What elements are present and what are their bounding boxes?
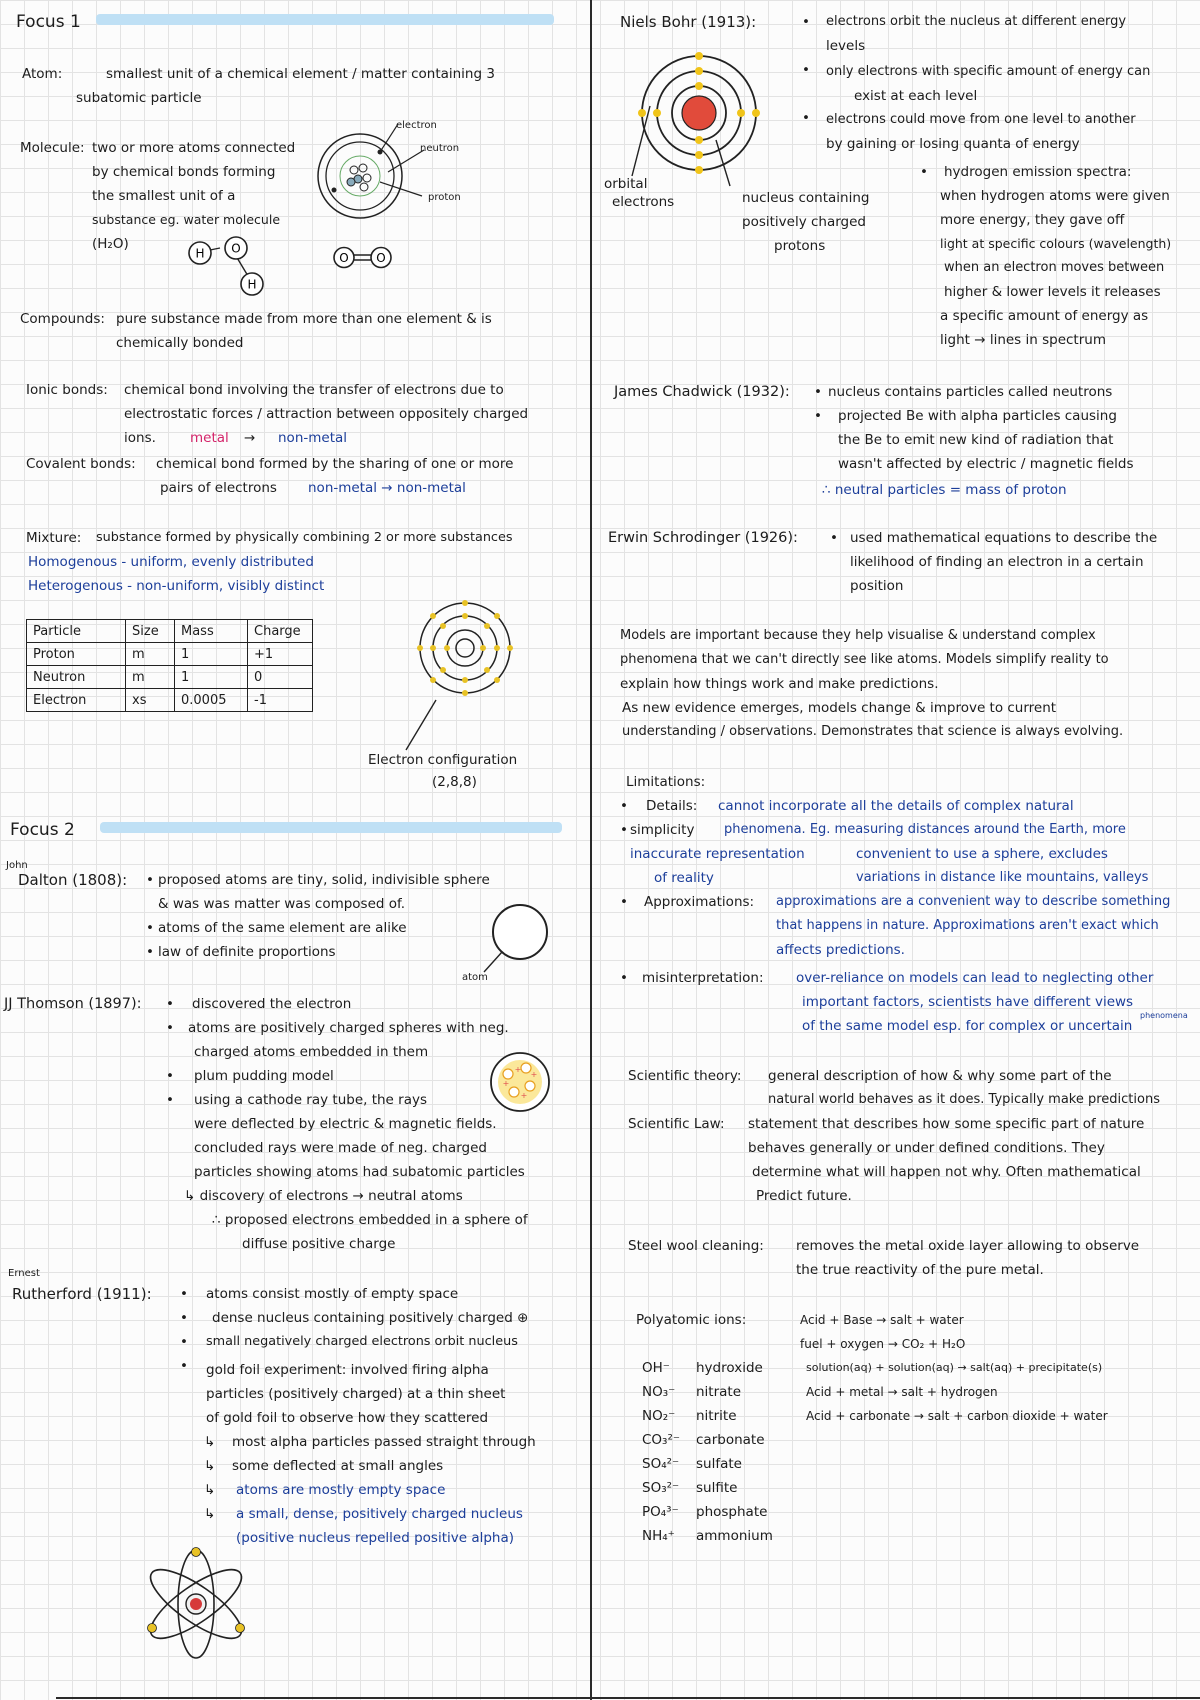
table-row — [27, 689, 313, 712]
polyatomic-title: Polyatomic ions: — [636, 1312, 747, 1328]
table-cell: 1 — [175, 643, 248, 666]
thomson-b2: atoms are positively charged spheres with neg. — [188, 1020, 509, 1036]
bohr-b2b: exist at each level — [854, 88, 978, 104]
arrow-return: ↳ — [204, 1506, 216, 1522]
bohr-name: Niels Bohr (1913): — [620, 13, 757, 31]
thomson-b1: discovered the electron — [192, 996, 352, 1012]
chadwick-b2: projected Be with alpha particles causing — [838, 408, 1117, 424]
reaction: fuel + oxygen → CO₂ + H₂O — [800, 1337, 966, 1351]
water-h2-text: H — [247, 277, 257, 292]
bullet-dot: • — [166, 1020, 174, 1036]
bohr-b4g: a specific amount of energy as — [940, 308, 1149, 324]
rutherford-b4b: particles (positively charged) at a thin sheet — [206, 1386, 506, 1402]
atom-term: Atom: — [22, 66, 63, 82]
rutherford-b8b: (positive nucleus repelled positive alpha) — [236, 1530, 515, 1546]
models-l3: explain how things work and make predictions. — [620, 676, 939, 692]
bullet-dot: • — [620, 970, 628, 986]
models-l5: understanding / observations. Demonstrates that science is always evolving. — [622, 724, 1124, 739]
models-l2: phenomena that we can't directly see like atoms. Models simplify reality to — [620, 652, 1109, 667]
atom-def-2: subatomic particle — [76, 90, 202, 106]
steel-l2: the true reactivity of the pure metal. — [796, 1262, 1044, 1278]
limitations-a1: approximations are a convenient way to describe something — [776, 894, 1171, 909]
dalton-atom-diagram — [470, 900, 550, 980]
ion-name: sulfite — [696, 1480, 738, 1496]
bullet-dot: • — [166, 1092, 174, 1108]
bullet-dot: • — [620, 798, 628, 814]
focus2-title: Focus 2 — [10, 820, 75, 840]
thomson-b4c: concluded rays were made of neg. charged — [194, 1140, 487, 1156]
ion-formula: CO₃²⁻ — [642, 1432, 681, 1448]
ion-name: nitrate — [696, 1384, 742, 1400]
bullet-dot: • — [146, 872, 154, 888]
bohr-b4: hydrogen emission spectra: — [944, 164, 1132, 180]
water-o-text: O — [231, 241, 241, 256]
ion-formula: NO₃⁻ — [642, 1384, 676, 1400]
ion-name: phosphate — [696, 1504, 768, 1520]
ionic-def-3: ions. — [124, 430, 156, 446]
rutherford-name: Rutherford (1911): — [12, 1285, 152, 1303]
bullet-dot: • — [802, 110, 810, 126]
limitations-d3b: convenient to use a sphere, excludes — [856, 846, 1108, 862]
rutherford-firstname: Ernest — [8, 1268, 40, 1279]
limitations-simplicity-term: simplicity — [630, 822, 695, 838]
limitations-m3: of the same model esp. for complex or uncertain — [802, 1018, 1133, 1034]
limitations-a2: that happens in nature. Approximations aren't exact which — [776, 918, 1159, 933]
covalent-term: Covalent bonds: — [26, 456, 136, 472]
water-molecule-diagram — [186, 236, 286, 300]
rutherford-b4: gold foil experiment: involved firing alpha — [206, 1362, 489, 1378]
bullet-dot: • — [180, 1358, 188, 1374]
arrow-return: ↳ — [204, 1434, 216, 1450]
bullet-dot: • — [166, 1068, 174, 1084]
bullet-dot: • — [180, 1310, 188, 1326]
bullet-dot: • — [802, 62, 810, 78]
bullet-dot: • — [830, 530, 838, 546]
thomson-b6: ∴ proposed electrons embedded in a sphere of — [212, 1212, 528, 1228]
rutherford-atom-diagram — [138, 1548, 258, 1668]
covalent-blue: non-metal → non-metal — [308, 480, 466, 496]
bohr-b1b: levels — [826, 38, 866, 54]
table-cell: 0.0005 — [175, 689, 248, 712]
limitations-details-term: Details: — [646, 798, 698, 814]
bohr-b1: electrons orbit the nucleus at different energy — [826, 14, 1127, 29]
law-l1: statement that describes how some specific part of nature — [748, 1116, 1145, 1132]
homogenous: Homogenous - uniform, evenly distributed — [28, 554, 314, 570]
bullet-dot: • — [620, 894, 628, 910]
table-row — [27, 643, 313, 666]
law-l2: behaves generally or under defined conditions. They — [748, 1140, 1105, 1156]
bullet-dot: • — [814, 408, 822, 424]
config-value: (2,8,8) — [432, 774, 477, 790]
molecule-term: Molecule: — [20, 140, 85, 156]
models-l4: As new evidence emerges, models change & improve to current — [622, 700, 1057, 716]
bullet-dot: • — [180, 1286, 188, 1302]
focus1-title: Focus 1 — [16, 12, 81, 32]
neutron-label: neutron — [420, 143, 460, 154]
schrodinger-b1c: position — [850, 578, 904, 594]
theory-l1: general description of how & why some part of the — [768, 1068, 1112, 1084]
bullet-dot: • — [166, 996, 174, 1012]
theory-l2: natural world behaves as it does. Typically make predictions — [768, 1092, 1160, 1107]
table-cell: m — [126, 643, 175, 666]
electron-configuration-diagram — [410, 598, 520, 708]
chadwick-b2b: the Be to emit new kind of radiation that — [838, 432, 1114, 448]
bohr-b4f: higher & lower levels it releases — [944, 284, 1161, 300]
ion-formula: NH₄⁺ — [642, 1528, 675, 1544]
dalton-b3: law of definite proportions — [158, 944, 336, 960]
molecule-def-3: the smallest unit of a — [92, 188, 236, 204]
chadwick-b3: ∴ neutral particles = mass of proton — [822, 482, 1067, 498]
covalent-def-1: chemical bond formed by the sharing of one or more — [156, 456, 514, 472]
bohr-b4b: when hydrogen atoms were given — [940, 188, 1170, 204]
limitations-misinterpretation-term: misinterpretation: — [642, 970, 764, 986]
limitations-m1: over-reliance on models can lead to neglecting other — [796, 970, 1154, 986]
double-bond-diagram — [330, 243, 400, 273]
limitations-approx-term: Approximations: — [644, 894, 755, 910]
reaction: Acid + carbonate → salt + carbon dioxide + water — [806, 1409, 1108, 1423]
ionic-def-1: chemical bond involving the transfer of electrons due to — [124, 382, 504, 398]
dalton-firstname: John — [6, 860, 28, 871]
ionic-nonmetal: non-metal — [278, 430, 348, 446]
rutherford-b8: a small, dense, positively charged nucleus — [236, 1506, 523, 1522]
table-cell: Proton — [27, 643, 126, 666]
ion-formula: PO₄³⁻ — [642, 1504, 679, 1520]
bullet-dot: • — [146, 944, 154, 960]
dalton-b1: proposed atoms are tiny, solid, indivisible sphere — [158, 872, 490, 888]
thomson-b6b: diffuse positive charge — [242, 1236, 396, 1252]
bohr-b4c: more energy, they gave off — [940, 212, 1125, 228]
thomson-b4: using a cathode ray tube, the rays — [194, 1092, 427, 1108]
table-header-row — [27, 620, 313, 643]
arrow-return: ↳ — [204, 1458, 216, 1474]
reaction: solution(aq) + solution(aq) → salt(aq) + precipitate(s) — [806, 1361, 1103, 1374]
title-highlight — [96, 14, 554, 25]
rutherford-b7: atoms are mostly empty space — [236, 1482, 446, 1498]
theory-term: Scientific theory: — [628, 1068, 742, 1084]
svg-text:+: + — [530, 1070, 538, 1079]
o2-a-text: O — [339, 251, 349, 265]
chadwick-b2c: wasn't affected by electric / magnetic fields — [838, 456, 1134, 472]
table-header: Particle — [27, 620, 126, 643]
table-cell: 0 — [248, 666, 313, 689]
limitations-a3: affects predictions. — [776, 942, 905, 958]
ionic-arrow: → — [244, 430, 256, 446]
table-cell: m — [126, 666, 175, 689]
molecule-def-4: substance eg. water molecule — [92, 212, 281, 227]
ion-name: carbonate — [696, 1432, 765, 1448]
schrodinger-b1: used mathematical equations to describe the — [850, 530, 1158, 546]
table-cell: xs — [126, 689, 175, 712]
rutherford-b2: dense nucleus containing positively charged ⊕ — [212, 1310, 529, 1326]
o2-b-text: O — [376, 251, 386, 265]
limitations-d3a: inaccurate representation — [630, 846, 805, 862]
law-term: Scientific Law: — [628, 1116, 725, 1132]
water-h1-text: H — [195, 246, 205, 261]
particle-table — [26, 619, 313, 712]
table-cell: 1 — [175, 666, 248, 689]
limitations-m3b: phenomena — [1140, 1011, 1188, 1020]
bohr-b4e: when an electron moves between — [944, 260, 1165, 275]
ion-name: ammonium — [696, 1528, 773, 1544]
limitations-d4a: of reality — [654, 870, 714, 886]
molecule-def-1: two or more atoms connected — [92, 140, 296, 156]
limitations-d2: phenomena. Eg. measuring distances around the Earth, more — [724, 822, 1126, 837]
schrodinger-name: Erwin Schrodinger (1926): — [608, 530, 798, 546]
schrodinger-b1b: likelihood of finding an electron in a certain — [850, 554, 1144, 570]
svg-text:+: + — [520, 1091, 528, 1100]
proton-label: proton — [428, 192, 461, 203]
rutherford-b3: small negatively charged electrons orbit nucleus — [206, 1334, 518, 1349]
chadwick-b1: nucleus contains particles called neutrons — [828, 384, 1113, 400]
limitations-d4b: variations in distance like mountains, valleys — [856, 870, 1149, 885]
reaction: Acid + Base → salt + water — [800, 1313, 964, 1327]
thomson-b2b: charged atoms embedded in them — [194, 1044, 429, 1060]
bullet-dot: • — [802, 14, 810, 30]
title-highlight — [100, 822, 562, 833]
molecule-def-5: (H₂O) — [92, 236, 129, 252]
table-cell: Electron — [27, 689, 126, 712]
bullet-dot: • — [814, 384, 822, 400]
config-label: Electron configuration — [368, 752, 518, 768]
bohr-orbital-label-2: electrons — [612, 194, 675, 210]
column-divider — [590, 0, 592, 1700]
steel-term: Steel wool cleaning: — [628, 1238, 764, 1254]
thomson-b5: ↳ discovery of electrons → neutral atoms — [184, 1188, 463, 1204]
covalent-def-2: pairs of electrons — [160, 480, 277, 496]
bohr-nucleus-label-2: positively charged — [742, 214, 866, 230]
bohr-nucleus-label-3: protons — [774, 238, 826, 254]
table-cell: -1 — [248, 689, 313, 712]
bohr-b4h: light → lines in spectrum — [940, 332, 1106, 348]
plum-pudding-diagram — [488, 1050, 552, 1114]
law-l4: Predict future. — [756, 1188, 852, 1204]
ion-formula: OH⁻ — [642, 1360, 670, 1376]
ion-formula: NO₂⁻ — [642, 1408, 676, 1424]
limitations-d1: cannot incorporate all the details of complex natural — [718, 798, 1074, 814]
bohr-b3: electrons could move from one level to another — [826, 112, 1136, 127]
table-header: Charge — [248, 620, 313, 643]
ion-formula: SO₄²⁻ — [642, 1456, 680, 1472]
dalton-atom-label: atom — [462, 972, 488, 983]
table-header: Size — [126, 620, 175, 643]
thomson-b4b: were deflected by electric & magnetic fields. — [194, 1116, 497, 1132]
ion-name: sulfate — [696, 1456, 742, 1472]
limitations-title: Limitations: — [626, 774, 706, 790]
molecule-def-2: by chemical bonds forming — [92, 164, 276, 180]
arrow-return: ↳ — [204, 1482, 216, 1498]
svg-text:+: + — [502, 1079, 510, 1088]
rutherford-b1: atoms consist mostly of empty space — [206, 1286, 459, 1302]
limitations-m2: important factors, scientists have different views — [802, 994, 1134, 1010]
models-l1: Models are important because they help visualise & understand complex — [620, 628, 1096, 643]
bottom-rule — [56, 1697, 1200, 1699]
thomson-b3: plum pudding model — [194, 1068, 334, 1084]
chadwick-name: James Chadwick (1932): — [614, 384, 790, 400]
compounds-def-2: chemically bonded — [116, 335, 244, 351]
table-row — [27, 666, 313, 689]
ion-formula: SO₃²⁻ — [642, 1480, 680, 1496]
ionic-term: Ionic bonds: — [26, 382, 108, 398]
ion-name: hydroxide — [696, 1360, 763, 1376]
atom-def-1: smallest unit of a chemical element / matter containing 3 — [106, 66, 495, 82]
thomson-name: JJ Thomson (1897): — [4, 996, 142, 1012]
electron-label: electron — [396, 120, 437, 131]
table-header: Mass — [175, 620, 248, 643]
bohr-nucleus-label-1: nucleus containing — [742, 190, 870, 206]
ion-name: nitrite — [696, 1408, 737, 1424]
dalton-b2: atoms of the same element are alike — [158, 920, 407, 936]
ionic-def-2: electrostatic forces / attraction between oppositely charged — [124, 406, 529, 422]
compounds-term: Compounds: — [20, 311, 105, 327]
steel-l1: removes the metal oxide layer allowing to observe — [796, 1238, 1140, 1254]
table-cell: +1 — [248, 643, 313, 666]
heterogenous: Heterogenous - non-uniform, visibly distinct — [28, 578, 325, 594]
ionic-metal: metal — [190, 430, 229, 446]
reaction: Acid + metal → salt + hydrogen — [806, 1385, 998, 1399]
bohr-b2: only electrons with specific amount of energy can — [826, 64, 1151, 79]
bullet-dot: • — [620, 822, 628, 838]
dalton-name: Dalton (1808): — [18, 871, 128, 889]
mixture-term: Mixture: — [26, 530, 82, 546]
bullet-dot: • — [146, 920, 154, 936]
bohr-orbital-label-1: orbital — [604, 176, 648, 192]
bohr-b3b: by gaining or losing quanta of energy — [826, 136, 1080, 152]
table-cell: Neutron — [27, 666, 126, 689]
bullet-dot: • — [180, 1334, 188, 1350]
thomson-b4d: particles showing atoms had subatomic particles — [194, 1164, 525, 1180]
law-l3: determine what will happen not why. Often mathematical — [752, 1164, 1141, 1180]
bullet-dot: • — [920, 164, 928, 180]
svg-text:+: + — [514, 1065, 522, 1074]
compounds-def-1: pure substance made from more than one element & is — [116, 311, 492, 327]
rutherford-b6: some deflected at small angles — [232, 1458, 444, 1474]
dalton-b1b: & was was matter was composed of. — [158, 896, 406, 912]
mixture-def-1: substance formed by physically combining 2 or more substances — [96, 530, 513, 545]
rutherford-b5: most alpha particles passed straight through — [232, 1434, 536, 1450]
rutherford-b4c: of gold foil to observe how they scattered — [206, 1410, 489, 1426]
bohr-b4d: light at specific colours (wavelength) — [940, 236, 1172, 251]
